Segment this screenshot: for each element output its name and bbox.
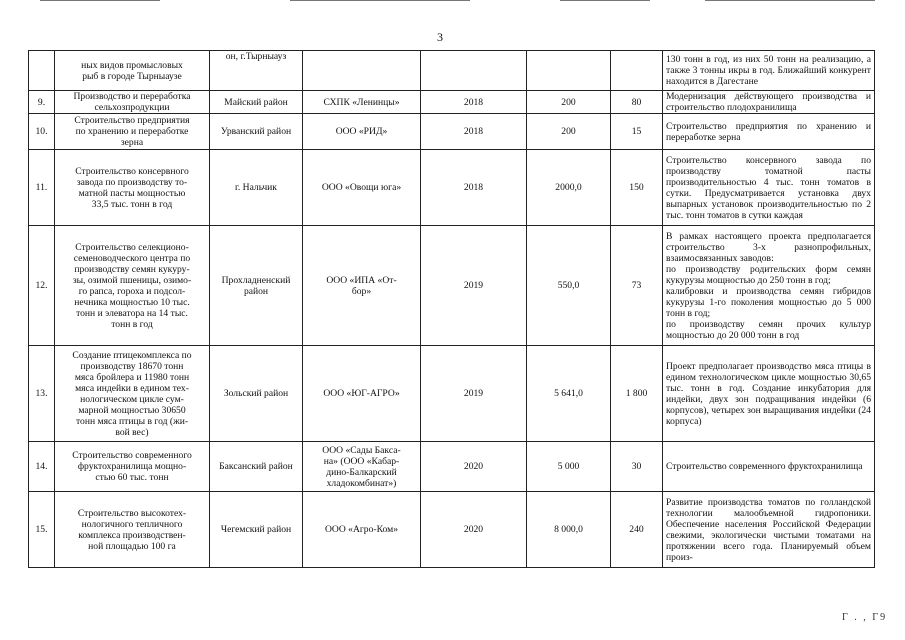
project-name: Производство и переработка сельхозпродукции xyxy=(55,91,210,114)
footer-mark: Г . , Г9 xyxy=(842,612,888,623)
start-year: 2019 xyxy=(421,226,527,346)
jobs xyxy=(611,51,663,91)
scan-edge-line xyxy=(290,0,470,1)
start-year: 2020 xyxy=(421,442,527,492)
jobs: 30 xyxy=(611,442,663,492)
district: Урванский район xyxy=(210,114,303,150)
organization: ООО «Агро-Ком» xyxy=(303,492,421,568)
jobs: 15 xyxy=(611,114,663,150)
description: В рамках настоящего проекта предполагается строительство 3-х разнопрофильных, взаимосвязанных заводов: по производству родительских форм семян кукурузы мощностью до 250 тонн в год; калибровки и производства семян гибридов кукурузы 1-го поколения мощностью до 5 000 тонн в год; по производству семян прочих культур мощностью до 20 000 тонн в год xyxy=(663,226,875,346)
district: Зольский район xyxy=(210,346,303,442)
description: Развитие производства томатов по голландской технологии малообъемной гидропоники. Обеспечение населения Российской Федерации свежими, экологически чистыми томатами на протяжении всего года. Планируемый объем произ- xyxy=(663,492,875,568)
jobs: 80 xyxy=(611,91,663,114)
project-name: Строительство консервного завода по производству то- матной пасты мощностью 33,5 тыс. тонн в год xyxy=(55,150,210,226)
description: Проект предполагает производство мяса птицы в едином технологическом цикле мощностью 30,65 тыс. тонн в год. Создание инкубатория для индейки, двух зон подращивания индейки (6 корпусов), четырех зон выращивания индейки (24 корпуса) xyxy=(663,346,875,442)
table-row xyxy=(29,51,875,91)
investment: 200 xyxy=(527,91,611,114)
scan-edge-line xyxy=(560,0,650,1)
row-number: 9. xyxy=(29,91,55,114)
district: Баксанский район xyxy=(210,442,303,492)
jobs: 1 800 xyxy=(611,346,663,442)
table-row xyxy=(29,226,875,346)
description: Строительство современного фруктохранилища xyxy=(663,442,875,492)
row-number: 13. xyxy=(29,346,55,442)
table-row xyxy=(29,91,875,114)
jobs: 73 xyxy=(611,226,663,346)
scan-edge-line xyxy=(40,0,160,1)
jobs: 150 xyxy=(611,150,663,226)
investment: 5 641,0 xyxy=(527,346,611,442)
district: г. Нальчик xyxy=(210,150,303,226)
description: Модернизация действующего производства и строительство плодохранилища xyxy=(663,91,875,114)
description: Строительство консервного завода по производству томатной пасты производительностью 4 тыс. тонн томатов в сутки. Предусматривается установка двух выпарных установок производительностью по 2 тыс. тонн томатов в сутки каждая xyxy=(663,150,875,226)
table-body xyxy=(29,51,875,568)
projects-table xyxy=(28,50,875,568)
description: 130 тонн в год, из них 50 тонн на реализацию, а также 3 тонны икры в год. Ближайший конкурент находится в Дагестане xyxy=(663,51,875,91)
district: Прохладненский район xyxy=(210,226,303,346)
start-year: 2020 xyxy=(421,492,527,568)
start-year: 2018 xyxy=(421,91,527,114)
description: Строительство предприятия по хранению и переработке зерна xyxy=(663,114,875,150)
project-name: Строительство современного фруктохранилища мощно- стью 60 тыс. тонн xyxy=(55,442,210,492)
start-year: 2018 xyxy=(421,114,527,150)
investment: 550,0 xyxy=(527,226,611,346)
organization: ООО «РИД» xyxy=(303,114,421,150)
table-row xyxy=(29,346,875,442)
project-name: Строительство высокотех- нологичного тепличного комплекса производствен- ной площадью 100 га xyxy=(55,492,210,568)
start-year xyxy=(421,51,527,91)
page-number: 3 xyxy=(437,30,443,44)
project-name: Создание птицекомплекса по производству 18670 тонн мяса бройлера и 11980 тонн мяса индейки в едином тех- нологическом цикле сум- марной мощностью 30650 тонн мяса птицы в год (жи- вой вес) xyxy=(55,346,210,442)
row-number: 15. xyxy=(29,492,55,568)
organization: СХПК «Ленинцы» xyxy=(303,91,421,114)
row-number: 11. xyxy=(29,150,55,226)
project-name: Строительство селекционо- семеноводческого центра по производству семян кукуру- зы, озимой пшеницы, озимо- го рапса, гороха и подсол- нечника мощностью 10 тыс. тонн и элеватора на 14 тыс. тонн в год xyxy=(55,226,210,346)
table-row xyxy=(29,114,875,150)
start-year: 2018 xyxy=(421,150,527,226)
investment xyxy=(527,51,611,91)
organization: ООО «ИПА «От- бор» xyxy=(303,226,421,346)
investment: 5 000 xyxy=(527,442,611,492)
row-number: 12. xyxy=(29,226,55,346)
district: Майский район xyxy=(210,91,303,114)
organization: ООО «Сады Бакса- на» (ООО «Кабар- дино-Балкарский хладокомбинат») xyxy=(303,442,421,492)
organization xyxy=(303,51,421,91)
jobs: 240 xyxy=(611,492,663,568)
scan-edge-line xyxy=(705,0,875,1)
table-row xyxy=(29,442,875,492)
table-row xyxy=(29,492,875,568)
row-number: 14. xyxy=(29,442,55,492)
table-row xyxy=(29,150,875,226)
project-name: ных видов промысловых рыб в городе Тырныаузе xyxy=(55,51,210,91)
row-number: 10. xyxy=(29,114,55,150)
investment: 200 xyxy=(527,114,611,150)
organization: ООО «ЮГ-АГРО» xyxy=(303,346,421,442)
start-year: 2019 xyxy=(421,346,527,442)
district: Чегемский район xyxy=(210,492,303,568)
investment: 2000,0 xyxy=(527,150,611,226)
investment: 8 000,0 xyxy=(527,492,611,568)
district: он, г.Тырныауз xyxy=(210,51,303,91)
row-number xyxy=(29,51,55,91)
organization: ООО «Овощи юга» xyxy=(303,150,421,226)
project-name: Строительство предприятия по хранению и переработке зерна xyxy=(55,114,210,150)
